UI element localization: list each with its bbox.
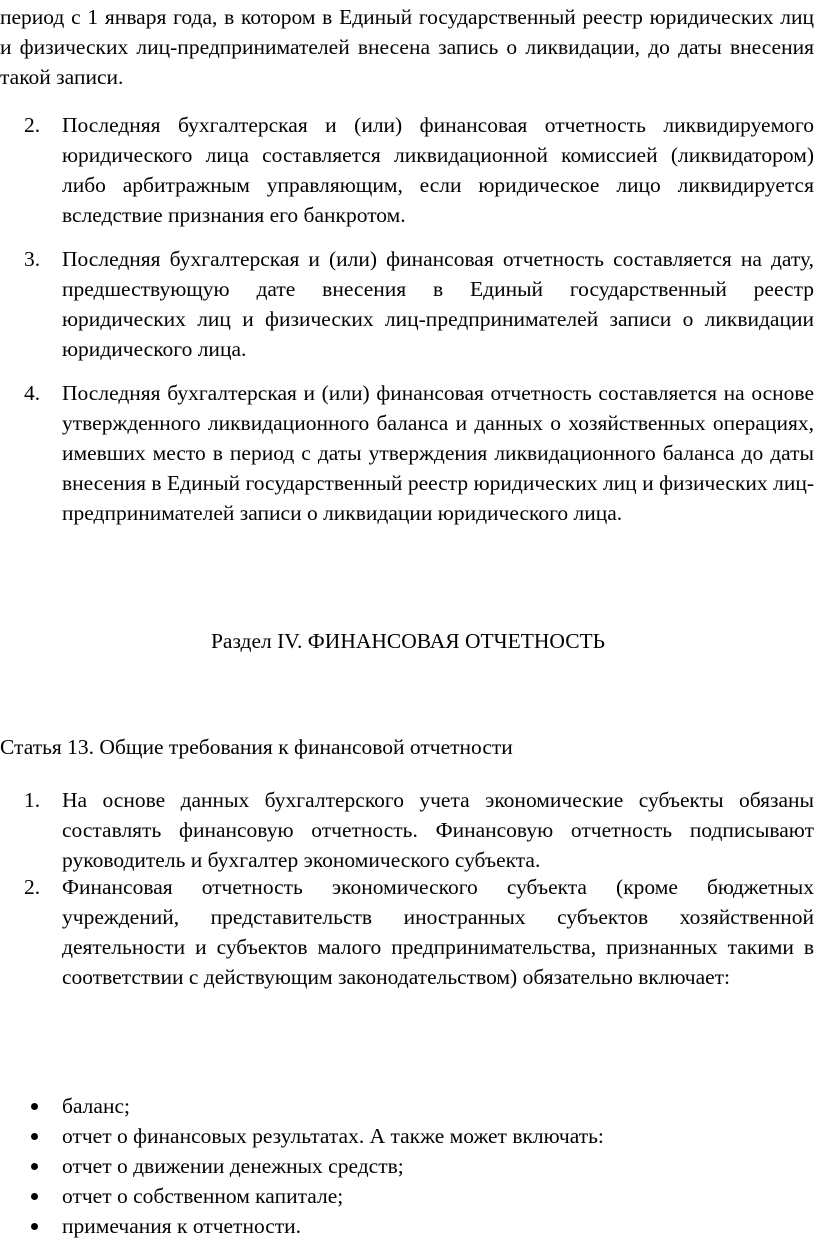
article-heading: Статья 13. Общие требования к финансовой отчетности bbox=[0, 735, 513, 759]
list-item-number: 2. bbox=[24, 875, 41, 899]
list-item-text: Финансовая отчетность экономического субъекта (кроме бюджетных учреждений, представительств иностранных субъектов хозяйственной деятельности и субъектов малого предпринимательства, признанных такими в соответствии с действующим законодательством) обязательно включает: bbox=[62, 875, 814, 989]
intro-paragraph: период с 1 января года, в котором в Единый государственный реестр юридических лиц и физических лиц-предпринимателей внесена запись о ликвидации, до даты внесения такой записи. bbox=[0, 5, 814, 89]
section-heading: Раздел IV. ФИНАНСОВАЯ ОТЧЕТНОСТЬ bbox=[210, 629, 606, 653]
list-item-2 bbox=[24, 110, 814, 230]
list-item-text: Последняя бухгалтерская и (или) финансовая отчетность составляется на основе утвержденного ликвидационного баланса и данных о хозяйственных операциях, имевших место в период с даты утверждения ликвидационного баланса до даты внесения в Единый государственный реестр юридических лиц и физических лиц-предпринимателей записи о ликвидации юридического лица. bbox=[62, 381, 814, 525]
bullet-icon bbox=[0, 1091, 62, 1121]
bullet-text: отчет о собственном капитале; bbox=[62, 1184, 344, 1208]
bullet-icon bbox=[0, 1211, 62, 1241]
bullet-text: отчет о движении денежных средств; bbox=[62, 1154, 404, 1178]
list-item-text: Последняя бухгалтерская и (или) финансовая отчетность ликвидируемого юридического лица составляется ликвидационной комиссией (ликвидатором) либо арбитражным управляющим, если юридическое лицо ликвидируется вследствие признания его банкротом. bbox=[62, 113, 814, 227]
article-item-2 bbox=[24, 872, 814, 992]
bullet-text: баланс; bbox=[62, 1094, 130, 1118]
list-item-number: 4. bbox=[24, 381, 41, 405]
list-item-number: 2. bbox=[24, 113, 41, 137]
bullet-icon bbox=[0, 1151, 62, 1181]
bullet-item bbox=[0, 1211, 816, 1241]
bullet-text: отчет о финансовых результатах. А также может включать: bbox=[62, 1124, 604, 1148]
bullet-text: примечания к отчетности. bbox=[62, 1214, 302, 1238]
list-item-text: Последняя бухгалтерская и (или) финансовая отчетность составляется на дату, предшествующую дате внесения в Единый государственный реестр юридических лиц и физических лиц-предпринимателей записи о ликвидации юридического лица. bbox=[62, 247, 814, 361]
list-item-number: 1. bbox=[24, 788, 41, 812]
bullet-item bbox=[0, 1151, 816, 1181]
bullet-icon bbox=[0, 1121, 62, 1151]
bullet-icon bbox=[0, 1181, 62, 1211]
list-item-text: На основе данных бухгалтерского учета экономические субъекты обязаны составлять финансовую отчетность. Финансовую отчетность подписывают руководитель и бухгалтер экономического субъекта. bbox=[62, 788, 814, 872]
bullet-list bbox=[0, 1091, 816, 1241]
bullet-item bbox=[0, 1091, 816, 1121]
list-item-4 bbox=[24, 378, 814, 528]
article-item-1 bbox=[24, 785, 814, 875]
list-item-number: 3. bbox=[24, 247, 41, 271]
bullet-item bbox=[0, 1181, 816, 1211]
bullet-item bbox=[0, 1121, 816, 1151]
list-item-3 bbox=[24, 244, 814, 364]
